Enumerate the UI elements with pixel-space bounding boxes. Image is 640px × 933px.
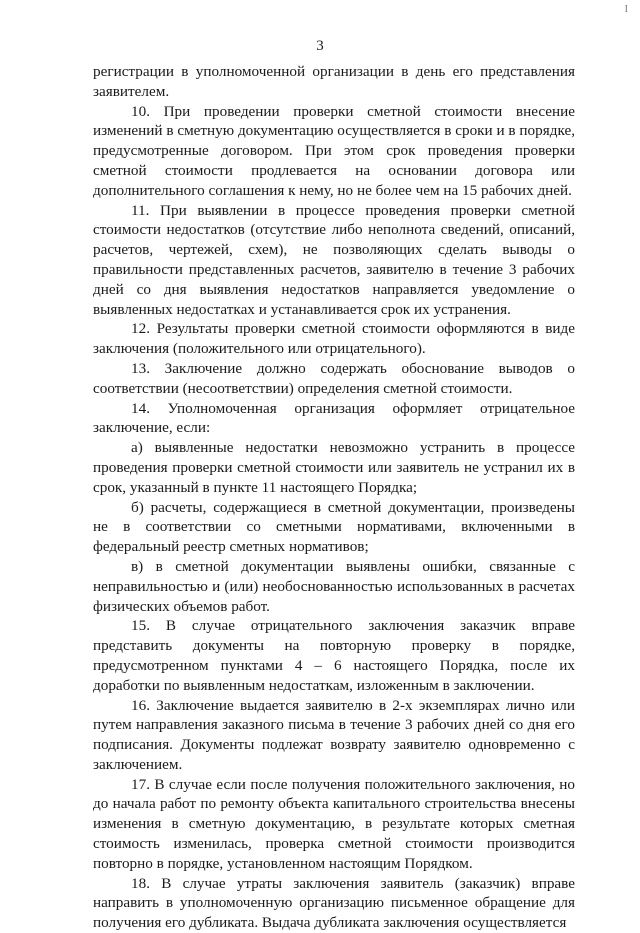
paragraph-17: 17. В случае если после получения положительного заключения, но до начала работ по ремонту объекта капитального строительства внесены изменения в сметную документацию, в результате которых сметная стоимость изменилась, проверка сметной стоимости производится повторно в порядке, установленном настоящим Порядком. (93, 775, 575, 872)
paragraph-11: 11. При выявлении в процессе проведения проверки сметной стоимости недостатков (отсутствие либо неполнота сведений, описаний, расчетов, чертежей, схем), не позволяющих сделать выводы о правильности представленных расчетов, заявителю в течение 3 рабочих дней со дня выявления недостатков направляется уведомление о выявленных недостатках и устанавливается срок их устранения. (93, 201, 575, 318)
paragraph-13: 13. Заключение должно содержать обоснование выводов о соответствии (несоответствии) определения сметной стоимости. (93, 359, 575, 397)
paragraph-14-a: а) выявленные недостатки невозможно устранить в процессе проведения проверки сметной стоимости или заявитель не устранил их в срок, указанный в пункте 11 настоящего Порядка; (93, 439, 575, 496)
paragraph-continued: регистрации в уполномоченной организации в день его представления заявителем. (93, 63, 575, 100)
paragraph-15: 15. В случае отрицательного заключения заказчик вправе представить документы на повторную проверку в порядке, предусмотренном пунктами 4 – 6 настоящего Порядка, после их доработки по выявленным недостаткам, изложенным в заключении. (93, 617, 575, 694)
corner-mark: I (624, 4, 628, 15)
paragraph-12: 12. Результаты проверки сметной стоимости оформляются в виде заключения (положительного или отрицательного). (93, 320, 575, 358)
paragraph-14: 14. Уполномоченная организация оформляет отрицательное заключение, если: (93, 399, 575, 437)
paragraph-16: 16. Заключение выдается заявителю в 2-х экземплярах лично или путем направления заказного письма в течение 3 рабочих дней со дня его подписания. Документы подлежат возврату заявителю одновременно с заключением. (93, 696, 575, 773)
body-text (93, 62, 575, 933)
paragraph-10: 10. При проведении проверки сметной стоимости внесение изменений в сметную документацию осуществляется в сроки и в порядке, предусмотренные договором. При этом срок проведения проверки сметной стоимости продлевается на основании договора или дополнительного соглашения к нему, но не более чем на 15 рабочих дней. (93, 102, 575, 199)
page-number: 3 (316, 38, 324, 54)
paragraph-18: 18. В случае утраты заключения заявитель (заказчик) вправе направить в уполномоченную организацию письменное обращение для получения его дубликата. Выдача дубликата заключения осуществляется (93, 874, 575, 932)
paragraph-14-b: б) расчеты, содержащиеся в сметной документации, произведены не в соответствии со сметными нормативами, включенными в федеральный реестр сметных нормативов; (93, 498, 575, 556)
paragraph-14-v: в) в сметной документации выявлены ошибки, связанные с неправильностью и (или) необоснованностью использованных в расчетах физических объемов работ. (93, 557, 575, 615)
